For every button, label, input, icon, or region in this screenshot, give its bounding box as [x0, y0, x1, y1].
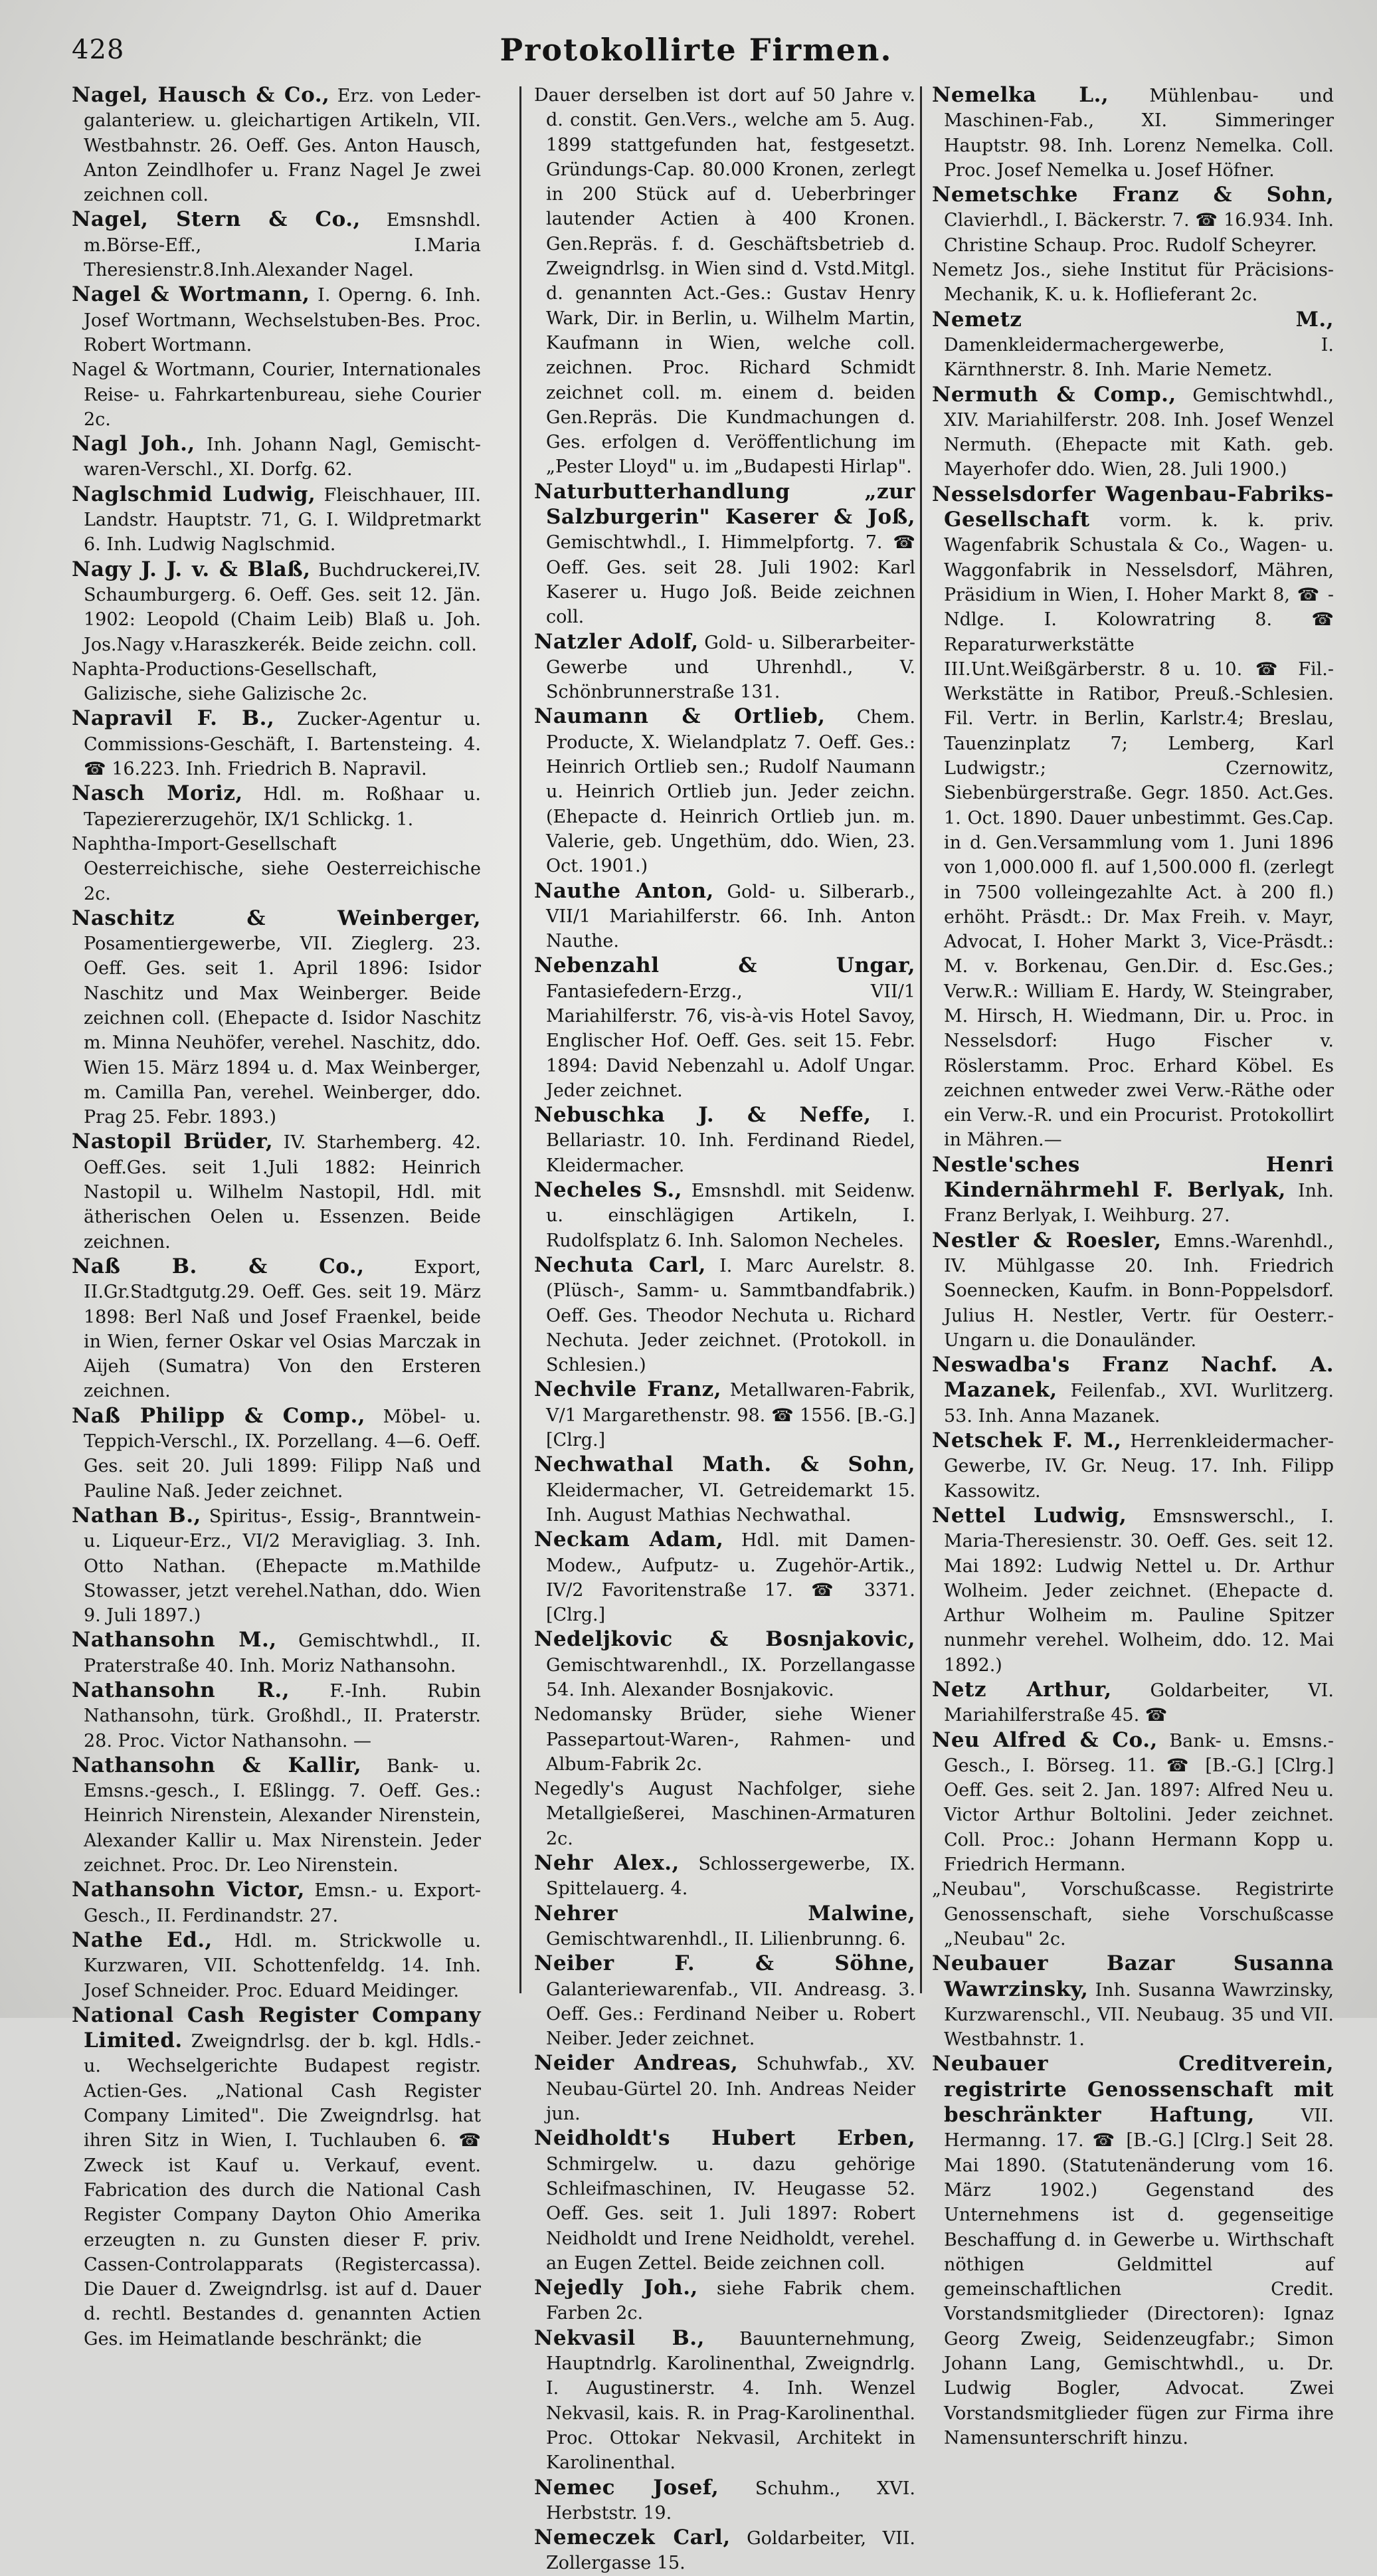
directory-entry [932, 1678, 1334, 1728]
entry-text: Gemischtwarenhdl., II. Lilienbrunng. 6. [546, 1928, 906, 1949]
firm-name: Nechuta Carl, [534, 1252, 706, 1277]
directory-entry [932, 1353, 1334, 1429]
entry-text: F.-Inh. Rubin Nathansohn, türk. Großhdl., II. Praterstr. 28. Proc. Victor Nathansohn. — [84, 1681, 481, 1751]
directory-entry [72, 557, 481, 657]
firm-name: Naschitz & Weinberger, [72, 906, 481, 930]
firm-name: Neswadba's Franz Nachf. A. Mazanek, [932, 1353, 1334, 1403]
firm-name: Nathansohn R., [72, 1678, 290, 1702]
firm-name: Natzler Adolf, [534, 629, 699, 654]
page-number: 428 [72, 35, 125, 65]
firm-name: Nekvasil B., [534, 2326, 705, 2350]
entry-text: Schuhm., XVI. Herbststr. 19. [546, 2478, 915, 2524]
entry-text: Emsnshdl. m.Börse-Eff., I.Maria Theresienstr.8.Inh.Alexander Nagel. [84, 210, 481, 281]
directory-entry [534, 1103, 915, 1178]
firm-name: Neubauer Creditverein, registrirte Genossenschaft mit beschränkter Haftung, [932, 2052, 1334, 2128]
firm-name: National Cash Register Company Limited. [72, 2003, 481, 2053]
directory-entry [534, 704, 915, 878]
entry-text: vorm. k. k. priv. Wagenfabrik Schustala & Co., Wagen- u. Waggonfabrik in Nesselsdorf, Mähren, Präsidium in Wien, I. Hoher Markt 8, ☎ -Ndlge. I. Kolowratring 8. ☎ Reparaturwerkstätte III.Unt.Weißgärberstr. 8 u. 10. ☎ Fil.-Werkstätte in Ratibor, Preuß.-Schlesien. Fil. Vertr. in Berlin, Karlstr.4; Breslau, Tauenzinplatz 7; Lemberg, Karl Ludwigstr.; Czernowitz, Siebenbürgerstraße. Gegr. 1850. Act.Ges. 1. Oct. 1890. Dauer unbestimmt. Ges.Cap. in d. Gen.Versammlung vom 1. Juni 1896 von 1,000.000 fl. auf 1,500.000 fl. (zerlegt in 7500 volleingezahlte Act. à 200 fl.) erhöht. Präsdt.: Dr. Max Freih. v. Mayr, Advocat, I. Hoher Markt 3, Vice-Präsdt.: M. v. Borkenau, Gen.Dir. d. Esc.Ges.; Verw.R.: William E. Hardy, W. Steingraber, M. Hirsch, H. Wiedmann, Dir. u. Proc. in Nesselsdorf: Hugo Fischer v. Röslerstamm. Proc. Erhard Köbel. Es zeichnen entweder zwei Verw.-Räthe oder ein Verw.-R. und ein Procurist. Protokollirt in Mähren.— [944, 510, 1334, 1151]
entry-text: Schuhwfab., XV. Neubau-Gürtel 20. Inh. Andreas Neider jun. [546, 2054, 915, 2125]
directory-entry [534, 1253, 915, 1377]
entry-text: IV. Starhemberg. 42. Oeff.Ges. seit 1.Juli 1882: Heinrich Nastopil u. Wilhelm Nastopil, Hdl. mit ätherischen Oelen u. Essenzen. Beide zeichnen. [84, 1132, 481, 1252]
directory-entry [72, 781, 481, 832]
firm-name: Napravil F. B., [72, 706, 275, 731]
directory-entry [534, 1851, 915, 1902]
entry-text: Möbel- u. Teppich-Verschl., IX. Porzellang. 4—6. Oeff. Ges. seit 20. Juli 1899: Filipp Naß und Pauline Naß. Jeder zeichnet. [84, 1406, 481, 1502]
running-title: Protokollirte Firmen. [500, 32, 893, 68]
entry-text: Bank- u. Emsns.-Gesch., I. Börseg. 11. ☎ [B.-G.] [Clrg.] Oeff. Ges. seit 2. Jan. 1897: Alfred Neu u. Victor Arthur Boltolini. Jeder zeichnet. Coll. Proc.: Johann Hermann Kopp u. Friedrich Hermann. [944, 1730, 1334, 1876]
entry-text: Export, II.Gr.Stadtgutg.29. Oeff. Ges. seit 19. März 1898: Berl Naß und Josef Fraenkel, beide in Wien, ferner Oskar vel Osias Marczak in Aijeh (Sumatra) Von den Ersteren zeichnen. [84, 1256, 481, 1402]
firm-name: Nemeczek Carl, [534, 2526, 731, 2550]
column-right [932, 83, 1334, 2448]
firm-name: Netschek F. M., [932, 1429, 1122, 1453]
entry-text: Goldarbeiter, VII. Zollergasse 15. [546, 2528, 915, 2574]
entry-text: Emsnshdl. mit Seidenw. u. einschlägigen Artikeln, I. Rudolfsplatz 6. Inh. Salomon Necheles. [546, 1181, 915, 1251]
firm-name: Nemetz M., [932, 307, 1334, 332]
directory-entry [932, 258, 1334, 308]
directory-entry [932, 183, 1334, 258]
directory-entry [534, 953, 915, 1103]
directory-entry [534, 2276, 915, 2326]
entry-text: Zweigndrlsg. der b. kgl. Hdls.- u. Wechselgerichte Budapest registr. Actien-Ges. „National Cash Register Company Limited". Die Zweigndrlsg. hat ihren Sitz in Wien, I. Tuchlauben 6. ☎ Zweck ist Kauf u. Verkauf, event. Fabrication des durch die National Cash Register Company Dayton Ohio Amerika erzeugten n. zu Gunsten dieser F. priv. Cassen-Controlapparats (Registercassa). Die Dauer d. Zweigndrlsg. ist auf d. Dauer d. rechtl. Bestandes d. genannten Actien Ges. im Heimatlande beschränkt; die [84, 2031, 481, 2349]
directory-entry [534, 83, 915, 480]
column-middle [534, 83, 915, 2574]
entry-text: Emsnswerschl., I. Maria-Theresienstr. 30. Oeff. Ges. seit 12. Mai 1892: Ludwig Nettel u. Dr. Arthur Wolheim. Jeder zeichnet. (Ehepacte d. Arthur Wolheim m. Pauline Spitzer nunmehr verehel. Wolheim, ddo. 12. Mai 1892.) [944, 1506, 1334, 1676]
directory-entry [534, 2526, 915, 2576]
firm-name: Neubauer Bazar Susanna Wawrzinsky, [932, 1951, 1334, 2001]
entry-text: Emsn.- u. Export-Gesch., II. Ferdinandstr. 27. [84, 1880, 481, 1926]
directory-entry [72, 2003, 481, 2351]
firm-name: Nehrer Malwine, [534, 1901, 915, 1926]
entry-text: Buchdruckerei,IV. Schaumburgerg. 6. Oeff. Ges. seit 12. Jän. 1902: Leopold (Chaim Leib) Blaß u. Joh. Jos.Nagy v.Haraszkerék. Beide zeichn. coll. [84, 559, 481, 655]
entry-text: Fantasiefedern-Erzg., VII/1 Mariahilferstr. 76, vis-à-vis Hotel Savoy, Englischer Hof. Oeff. Ges. seit 15. Febr. 1894: David Nebenzahl u. Adolf Ungar. Jeder zeichnet. [546, 981, 915, 1101]
directory-entry [932, 1429, 1334, 1504]
directory-entry [72, 207, 481, 282]
entry-text: I. Operng. 6. Inh. Josef Wortmann, Wechselstuben-Bes. Proc. Robert Wortmann. [84, 285, 482, 355]
directory-entry [534, 630, 915, 705]
entry-text: Schmirgelw. u. dazu gehörige Schleifmaschinen, IV. Heugasse 52. Oeff. Ges. seit 1. Juli 1897: Robert Neidholdt und Irene Neidholdt, verehel. an Eugen Zettel. Beide zeichnen coll. [546, 2153, 915, 2274]
firm-name: Nestle'sches Henri Kindernährmehl F. Berlyak, [932, 1152, 1334, 1203]
entry-text: Inh. Johann Nagl, Gemischt-waren-Verschl., XI. Dorfg. 62. [84, 435, 482, 480]
firm-name: Nehr Alex., [534, 1851, 680, 1876]
firm-name: Nathansohn Victor, [72, 1878, 305, 1902]
entry-text: Bauunternehmung, Hauptndrlg. Karolinenthal, Zweigndrlg. I. Augustinerstr. 4. Inh. Wenzel Nekvasil, kais. R. in Prag-Karolinenthal. Proc. Ottokar Nekvasil, Architekt in Karolinenthal. [546, 2328, 915, 2474]
firm-name: Nebuschka J. & Neffe, [534, 1103, 872, 1128]
entry-text: siehe Fabrik chem. Farben 2c. [546, 2278, 915, 2324]
firm-name: Nermuth & Comp., [932, 382, 1176, 407]
directory-entry [72, 832, 481, 906]
entry-text: Schlossergewerbe, IX. Spittelauerg. 4. [546, 1854, 915, 1900]
directory-entry [72, 906, 481, 1130]
page-header [72, 28, 1321, 74]
directory-entry [72, 1678, 481, 1753]
entry-text: Nemetz Jos., siehe Institut für Präcisions-Mechanik, K. u. k. Hoflieferant 2c. [932, 260, 1334, 306]
directory-entry [932, 1229, 1334, 1353]
entry-text: Chem. Producte, X. Wielandplatz 7. Oeff. Ges.: Heinrich Ortlieb sen.; Rudolf Naumann u. Heinrich Ortlieb jun. Jeder zeichn. (Ehepacte d. Heinrich Ortlieb jun. m. Valerie, geb. Ungethüm, ddo. Wien, 23. Oct. 1901.) [546, 707, 915, 877]
firm-name: Nathansohn & Kallir, [72, 1753, 362, 1777]
entry-text: VII. Hermanng. 17. ☎ [B.-G.] [Clrg.] Seit 28. Mai 1890. (Statutenänderung vom 16. März 1902.) Gegenstand des Unternehmens ist d. gegenseitige Beschaffung d. in Gewerbe u. Wirthschaft nöthigen Geldmittel auf gemeinschaftlichen Credit. Vorstandsmitglieder (Directoren): Ignaz Georg Zweig, Seidenzeugfabr.; Simon Johann Lang, Gemischtwhdl., u. Dr. Ludwig Bogler, Advocat. Zwei Vorstandsmitglieder fügen zur Firma ihre Namensunterschrift hinzu. [944, 2106, 1334, 2448]
firm-name: Nechwathal Math. & Sohn, [534, 1452, 915, 1477]
directory-entry [534, 2051, 915, 2126]
firm-name: Nastopil Brüder, [72, 1130, 274, 1154]
entry-text: Inh. Susanna Wawrzinsky, Kurzwarenschl., VII. Neubaug. 35 und VII. Westbahnstr. 1. [944, 1979, 1334, 2050]
entry-text: „Neubau", Vorschußcasse. Registrirte Genossenschaft, siehe Vorschußcasse „Neubau" 2c. [932, 1879, 1334, 1949]
entry-text: Dauer derselben ist dort auf 50 Jahre v. d. constit. Gen.Vers., welche am 5. Aug. 1899 stattgefunden hat, festgesetzt. Gründungs-Cap. 80.000 Kronen, zerlegt in 200 Stück auf d. Ueberbringer lautender Actien à 400 Kronen. Gen.Repräs. f. d. Geschäftsbetrieb d. Zweigndrlsg. in Wien sind d. Vstd.Mitgl. d. genannten Act.-Ges.: Gustav Henry Wark, Dir. in Berlin, u. Wilhelm Martin, Kaufmann in Wien, welche coll. zeichnen. Proc. Richard Schmidt zeichnet coll. m. einem d. beiden Gen.Repräs. Die Kundmachungen d. Ges. erfolgen d. Veröffentlichung im „Pester Lloyd" u. im „Budapesti Hirlap". [534, 85, 915, 478]
firm-name: Neider Andreas, [534, 2051, 739, 2076]
directory-entry [534, 480, 915, 630]
directory-entry [932, 2052, 1334, 2450]
directory-entry [72, 1928, 481, 2003]
directory-entry [534, 2476, 915, 2526]
entry-text: I. Marc Aurelstr. 8. (Plüsch-, Samm- u. Sammtbandfabrik.) Oeff. Ges. Theodor Nechuta u. Richard Nechuta. Jeder zeichnet. (Protokoll. in Schlesien.) [546, 1255, 915, 1376]
directory-entry [72, 432, 481, 482]
directory-entry [72, 1404, 481, 1504]
firm-name: Nagy J. J. v. & Blaß, [72, 557, 311, 581]
firm-name: Nathe Ed., [72, 1928, 213, 1952]
directory-entry [932, 482, 1334, 1153]
entry-text: Hdl. m. Roßhaar u. Tapeziererzugehör, IX/1 Schlickg. 1. [84, 784, 481, 830]
entry-text: Bank- u. Emsns.-gesch., I. Eßlingg. 7. Oeff. Ges.: Heinrich Nirenstein, Alexander Nirenstein, Alexander Kallir u. Max Nirenstein. Jeder zeichnet. Proc. Dr. Leo Nirenstein. [84, 1755, 481, 1876]
directory-entry [72, 1254, 481, 1404]
firm-name: Neidholdt's Hubert Erben, [534, 2126, 915, 2151]
firm-name: Nedeljkovic & Bosnjakovic, [534, 1627, 915, 1652]
firm-name: Nemec Josef, [534, 2475, 719, 2500]
firm-name: Necheles S., [534, 1178, 683, 1203]
entry-text: Damenkleidermachergewerbe, I. Kärnthnerstr. 8. Inh. Marie Nemetz. [944, 334, 1334, 381]
entry-text: Naphtha-Import-Gesellschaft Oesterreichische, siehe Oesterreichische 2c. [72, 833, 481, 904]
entry-text: Kleidermacher, VI. Getreidemarkt 15. Inh. August Mathias Nechwathal. [546, 1480, 915, 1526]
directory-entry [932, 1504, 1334, 1678]
entry-text: Erz. von Leder-galanteriew. u. gleichartigen Artikeln, VII. Westbahnstr. 26. Oeff. Ges. Anton Hausch, Anton Zeindlhofer u. Franz Nagel Je zwei zeichnen coll. [84, 86, 481, 206]
entry-text: Gemischtwhdl., XIV. Mariahilferstr. 208. Inh. Josef Wenzel Nermuth. (Ehepacte mit Kath. geb. Mayerhofer ddo. Wien, 28. Juli 1900.) [944, 385, 1334, 480]
entry-text: Mühlenbau- und Maschinen-Fab., XI. Simmeringer Hauptstr. 98. Inh. Lorenz Nemelka. Coll. Proc. Josef Nemelka u. Josef Höfner. [944, 86, 1334, 181]
firm-name: Nagl Joh., [72, 432, 195, 456]
entry-text: Emns.-Warenhdl., IV. Mühlgasse 20. Inh. Friedrich Soennecken, Kaufm. in Bonn-Poppelsdorf. Julius H. Nestler, Vertr. für Oesterr.-Ungarn u. die Donauländer. [944, 1231, 1334, 1351]
firm-name: Nemelka L., [932, 83, 1109, 107]
directory-entry [72, 282, 481, 357]
entry-text: Feilenfab., XVI. Wurlitzerg. 53. Inh. Anna Mazanek. [944, 1381, 1334, 1427]
entry-text: Hdl. m. Strickwolle u. Kurzwaren, VII. Schottenfeldg. 14. Inh. Josef Schneider. Proc. Eduard Meidinger. [84, 1930, 481, 2001]
directory-entry [72, 1130, 481, 1254]
entry-text: Clavierhdl., I. Bäckerstr. 7. ☎ 16.934. Inh. Christine Schaup. Proc. Rudolf Scheyrer. [944, 210, 1334, 256]
directory-entry [72, 357, 481, 432]
directory-entry [72, 482, 481, 557]
entry-text: Herrenkleidermacher-Gewerbe, IV. Gr. Neug. 17. Inh. Filipp Kassowitz. [944, 1431, 1334, 1502]
entry-text: Gemischtwhdl., II. Praterstraße 40. Inh. Moriz Nathansohn. [84, 1631, 481, 1676]
directory-entry [932, 1728, 1334, 1878]
directory-entry [534, 1951, 915, 2051]
entry-text: Naphta-Productions-Gesellschaft, Galizische, siehe Galizische 2c. [72, 658, 378, 705]
directory-entry [534, 1528, 915, 1627]
entry-text: Fleischhauer, III. Landstr. Hauptstr. 71, G. I. Wildpretmarkt 6. Inh. Ludwig Naglschmid. [84, 484, 481, 555]
entry-text: Metallwaren-Fabrik, V/1 Margarethenstr. 98. ☎ 1556. [B.-G.] [Clrg.] [546, 1380, 915, 1451]
firm-name: Nemetschke Franz & Sohn, [932, 183, 1334, 207]
entry-text: I. Bellariastr. 10. Inh. Ferdinand Riedel, Kleidermacher. [546, 1106, 915, 1176]
directory-entry [534, 1452, 915, 1528]
directory-entry [534, 1777, 915, 1851]
entry-text: Posamentiergewerbe, VII. Zieglerg. 23. Oeff. Ges. seit 1. April 1896: Isidor Naschitz und Max Weinberger. Beide zeichnen coll. (Ehepacte d. Isidor Naschitz m. Minna Neuhöfer, verehel. Naschitz, ddo. Wien 15. März 1894 u. d. Max Weinberger, m. Camilla Pan, verehel. Weinberger, ddo. Prag 25. Febr. 1893.) [84, 934, 481, 1128]
firm-name: Neckam Adam, [534, 1528, 724, 1552]
directory-entry [932, 83, 1334, 183]
firm-name: Nesselsdorfer Wagenbau-Fabriks-Gesellschaft [932, 482, 1334, 532]
entry-text: Negedly's August Nachfolger, siehe Metallgießerei, Maschinen-Armaturen 2c. [534, 1779, 915, 1849]
firm-name: Naturbutterhandlung „zur Salzburgerin" Kaserer & Joß, [534, 479, 915, 530]
directory-entry [72, 1878, 481, 1928]
directory-entry [534, 1377, 915, 1452]
directory-entry [534, 2126, 915, 2276]
directory-entry [932, 1951, 1334, 2052]
firm-name: Naß B. & Co., [72, 1254, 365, 1278]
firm-name: Naumann & Ortlieb, [534, 704, 826, 729]
entry-text: Hdl. mit Damen-Modew., Aufputz- u. Zugehör-Artik., IV/2 Favoritenstraße 17. ☎ 3371. [Clrg.] [546, 1530, 915, 1626]
entry-text: Galanteriewarenfab., VII. Andreasg. 3. Oeff. Ges.: Ferdinand Neiber u. Robert Neiber. Jeder zeichnet. [546, 1979, 915, 2050]
directory-entry [932, 308, 1334, 383]
column-rule [519, 86, 521, 1993]
entry-text: Zucker-Agentur u. Commissions-Geschäft, I. Bartensteing. 4. ☎ 16.223. Inh. Friedrich B. Napravil. [84, 709, 481, 780]
firm-name: Nasch Moriz, [72, 781, 243, 806]
firm-name: Naglschmid Ludwig, [72, 482, 316, 506]
directory-entry [72, 657, 481, 707]
entry-text: Goldarbeiter, VI. Mariahilferstraße 45. ☎ [944, 1680, 1334, 1726]
entry-text: Nedomansky Brüder, siehe Wiener Passepartout-Waren-, Rahmen- und Album-Fabrik 2c. [534, 1704, 915, 1775]
firm-name: Nathan B., [72, 1503, 201, 1528]
firm-name: Nebenzahl & Ungar, [534, 953, 915, 978]
column-left [72, 83, 482, 2349]
firm-name: Netz Arthur, [932, 1678, 1112, 1702]
directory-entry [932, 1877, 1334, 1951]
entry-text: Gemischtwhdl., I. Himmelpfortg. 7. ☎ Oeff. Ges. seit 28. Juli 1902: Karl Kaserer u. Hugo Joß. Beide zeichnen coll. [546, 532, 915, 628]
entry-text: Gemischtwarenhdl., IX. Porzellangasse 54. Inh. Alexander Bosnjakovic. [546, 1654, 915, 1700]
directory-entry [534, 879, 915, 954]
firm-name: Nagel & Wortmann, [72, 282, 310, 307]
firm-name: Nechvile Franz, [534, 1377, 722, 1402]
firm-name: Nejedly Joh., [534, 2276, 698, 2300]
firm-name: Neu Alfred & Co., [932, 1728, 1158, 1752]
firm-name: Nagel, Stern & Co., [72, 207, 361, 232]
directory-entry [72, 706, 481, 781]
firm-name: Nathansohn M., [72, 1628, 277, 1652]
firm-name: Nestler & Roesler, [932, 1228, 1162, 1252]
directory-entry [72, 83, 481, 207]
firm-name: Neiber F. & Söhne, [534, 1951, 915, 1976]
directory-entry [72, 1753, 481, 1878]
entry-text: Inh. Franz Berlyak, I. Weihburg. 27. [944, 1181, 1334, 1227]
entry-text: Nagel & Wortmann, Courier, Internationales Reise- u. Fahrkartenbureau, siehe Courier 2c. [72, 359, 481, 430]
directory-entry [932, 383, 1334, 482]
directory-entry [72, 1504, 481, 1628]
firm-name: Naß Philipp & Comp., [72, 1403, 366, 1428]
directory-entry [534, 1178, 915, 1253]
directory-entry [72, 1628, 481, 1678]
column-rule [920, 86, 922, 1993]
entry-text: Gold- u. Silberarbeiter-Gewerbe und Uhrenhdl., V. Schönbrunnerstraße 131. [546, 632, 915, 703]
directory-entry [534, 1902, 915, 1952]
directory-entry [534, 2326, 915, 2476]
directory-entry [932, 1153, 1334, 1229]
firm-name: Nettel Ludwig, [932, 1503, 1127, 1528]
firm-name: Nagel, Hausch & Co., [72, 83, 330, 107]
entry-text: Gold- u. Silberarb., VII/1 Mariahilferstr. 66. Inh. Anton Nauthe. [546, 881, 915, 952]
firm-name: Nauthe Anton, [534, 878, 714, 903]
entry-text: Spiritus-, Essig-, Branntwein- u. Liqueur-Erz., VI/2 Meravigliag. 3. Inh. Otto Nathan. (Ehepacte m.Mathilde Stowasser, jetzt verehel.Nathan, ddo. Wien 9. Juli 1897.) [84, 1506, 481, 1627]
directory-entry [534, 1702, 915, 1777]
directory-entry [534, 1627, 915, 1702]
